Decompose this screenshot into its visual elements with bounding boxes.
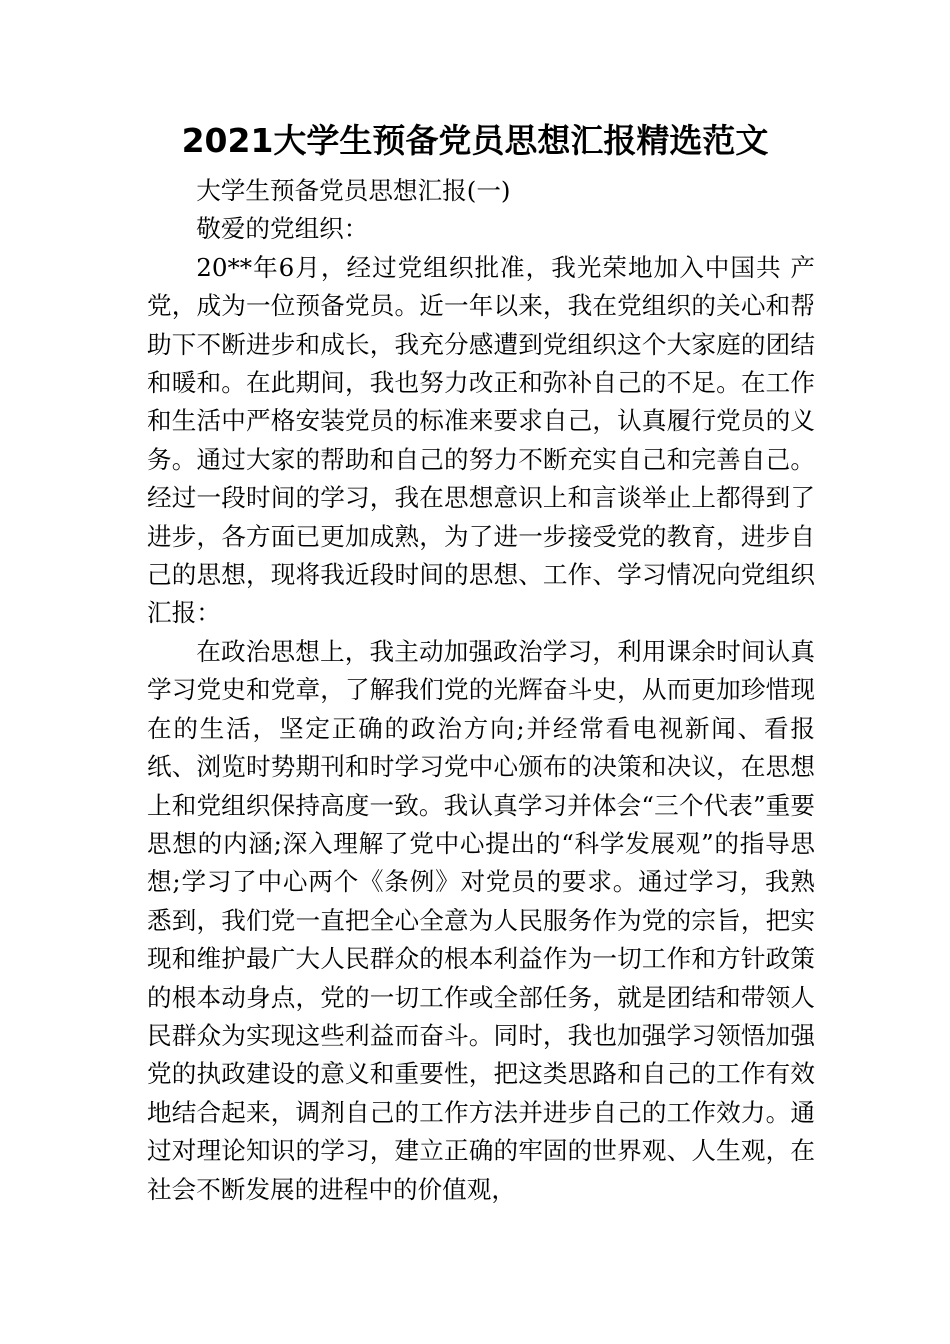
salutation: 敬爱的党组织： xyxy=(196,214,369,244)
document-body xyxy=(147,172,815,1209)
subtitle: 大学生预备党员思想汇报(一) xyxy=(196,176,511,205)
paragraph: 20**年6月，经过党组织批准，我光荣地加入中国共 产党，成为一位预备党员。近一年以来，我在党组织的关心和帮助下不断进步和成长，我充分感遭到党组织这个大家庭的团结和暖和。在此期间，我也努力改正和弥补自己的不足。在工作和生活中严格安装党员的标准来要求自己，认真履行党员的义务。通过大家的帮助和自己的努力不断充实自己和完善自己。经过一段时间的学习，我在思想意识上和言谈举止上都得到了进步，各方面已更加成熟，为了进一步接受党的教育，进步自己的思想，现将我近段时间的思想、工作、学习情况向党组织汇报： xyxy=(147,252,815,628)
paragraph: 在政治思想上，我主动加强政治学习，利用课余时间认真学习党史和党章，了解我们党的光辉奋斗史，从而更加珍惜现在的生活，坚定正确的政治方向;并经常看电视新闻、看报纸、浏览时势期刊和时学习党中心颁布的决策和决议，在思想上和党组织保持高度一致。我认真学习并体会“三个代表”重要思想的内涵;深入理解了党中心提出的“科学发展观”的指导思想;学习了中心两个《条例》对党员的要求。通过学习，我熟悉到，我们党一直把全心全意为人民服务作为党的宗旨，把实现和维护最广大人民群众的根本利益作为一切工作和方针政策的根本动身点，党的一切工作或全部任务，就是团结和带领人民群众为实现这些利益而奋斗。同时，我也加强学习领悟加强党的执政建设的意义和重要性，把这类思路和自己的工作有效地结合起来，调剂自己的工作方法并进步自己的工作效力。通过对理论知识的学习，建立正确的牢固的世界观、人生观，在社会不断发展的进程中的价值观， xyxy=(147,636,815,1204)
document-title: 2021大学生预备党员思想汇报精选范文 xyxy=(181,121,769,160)
